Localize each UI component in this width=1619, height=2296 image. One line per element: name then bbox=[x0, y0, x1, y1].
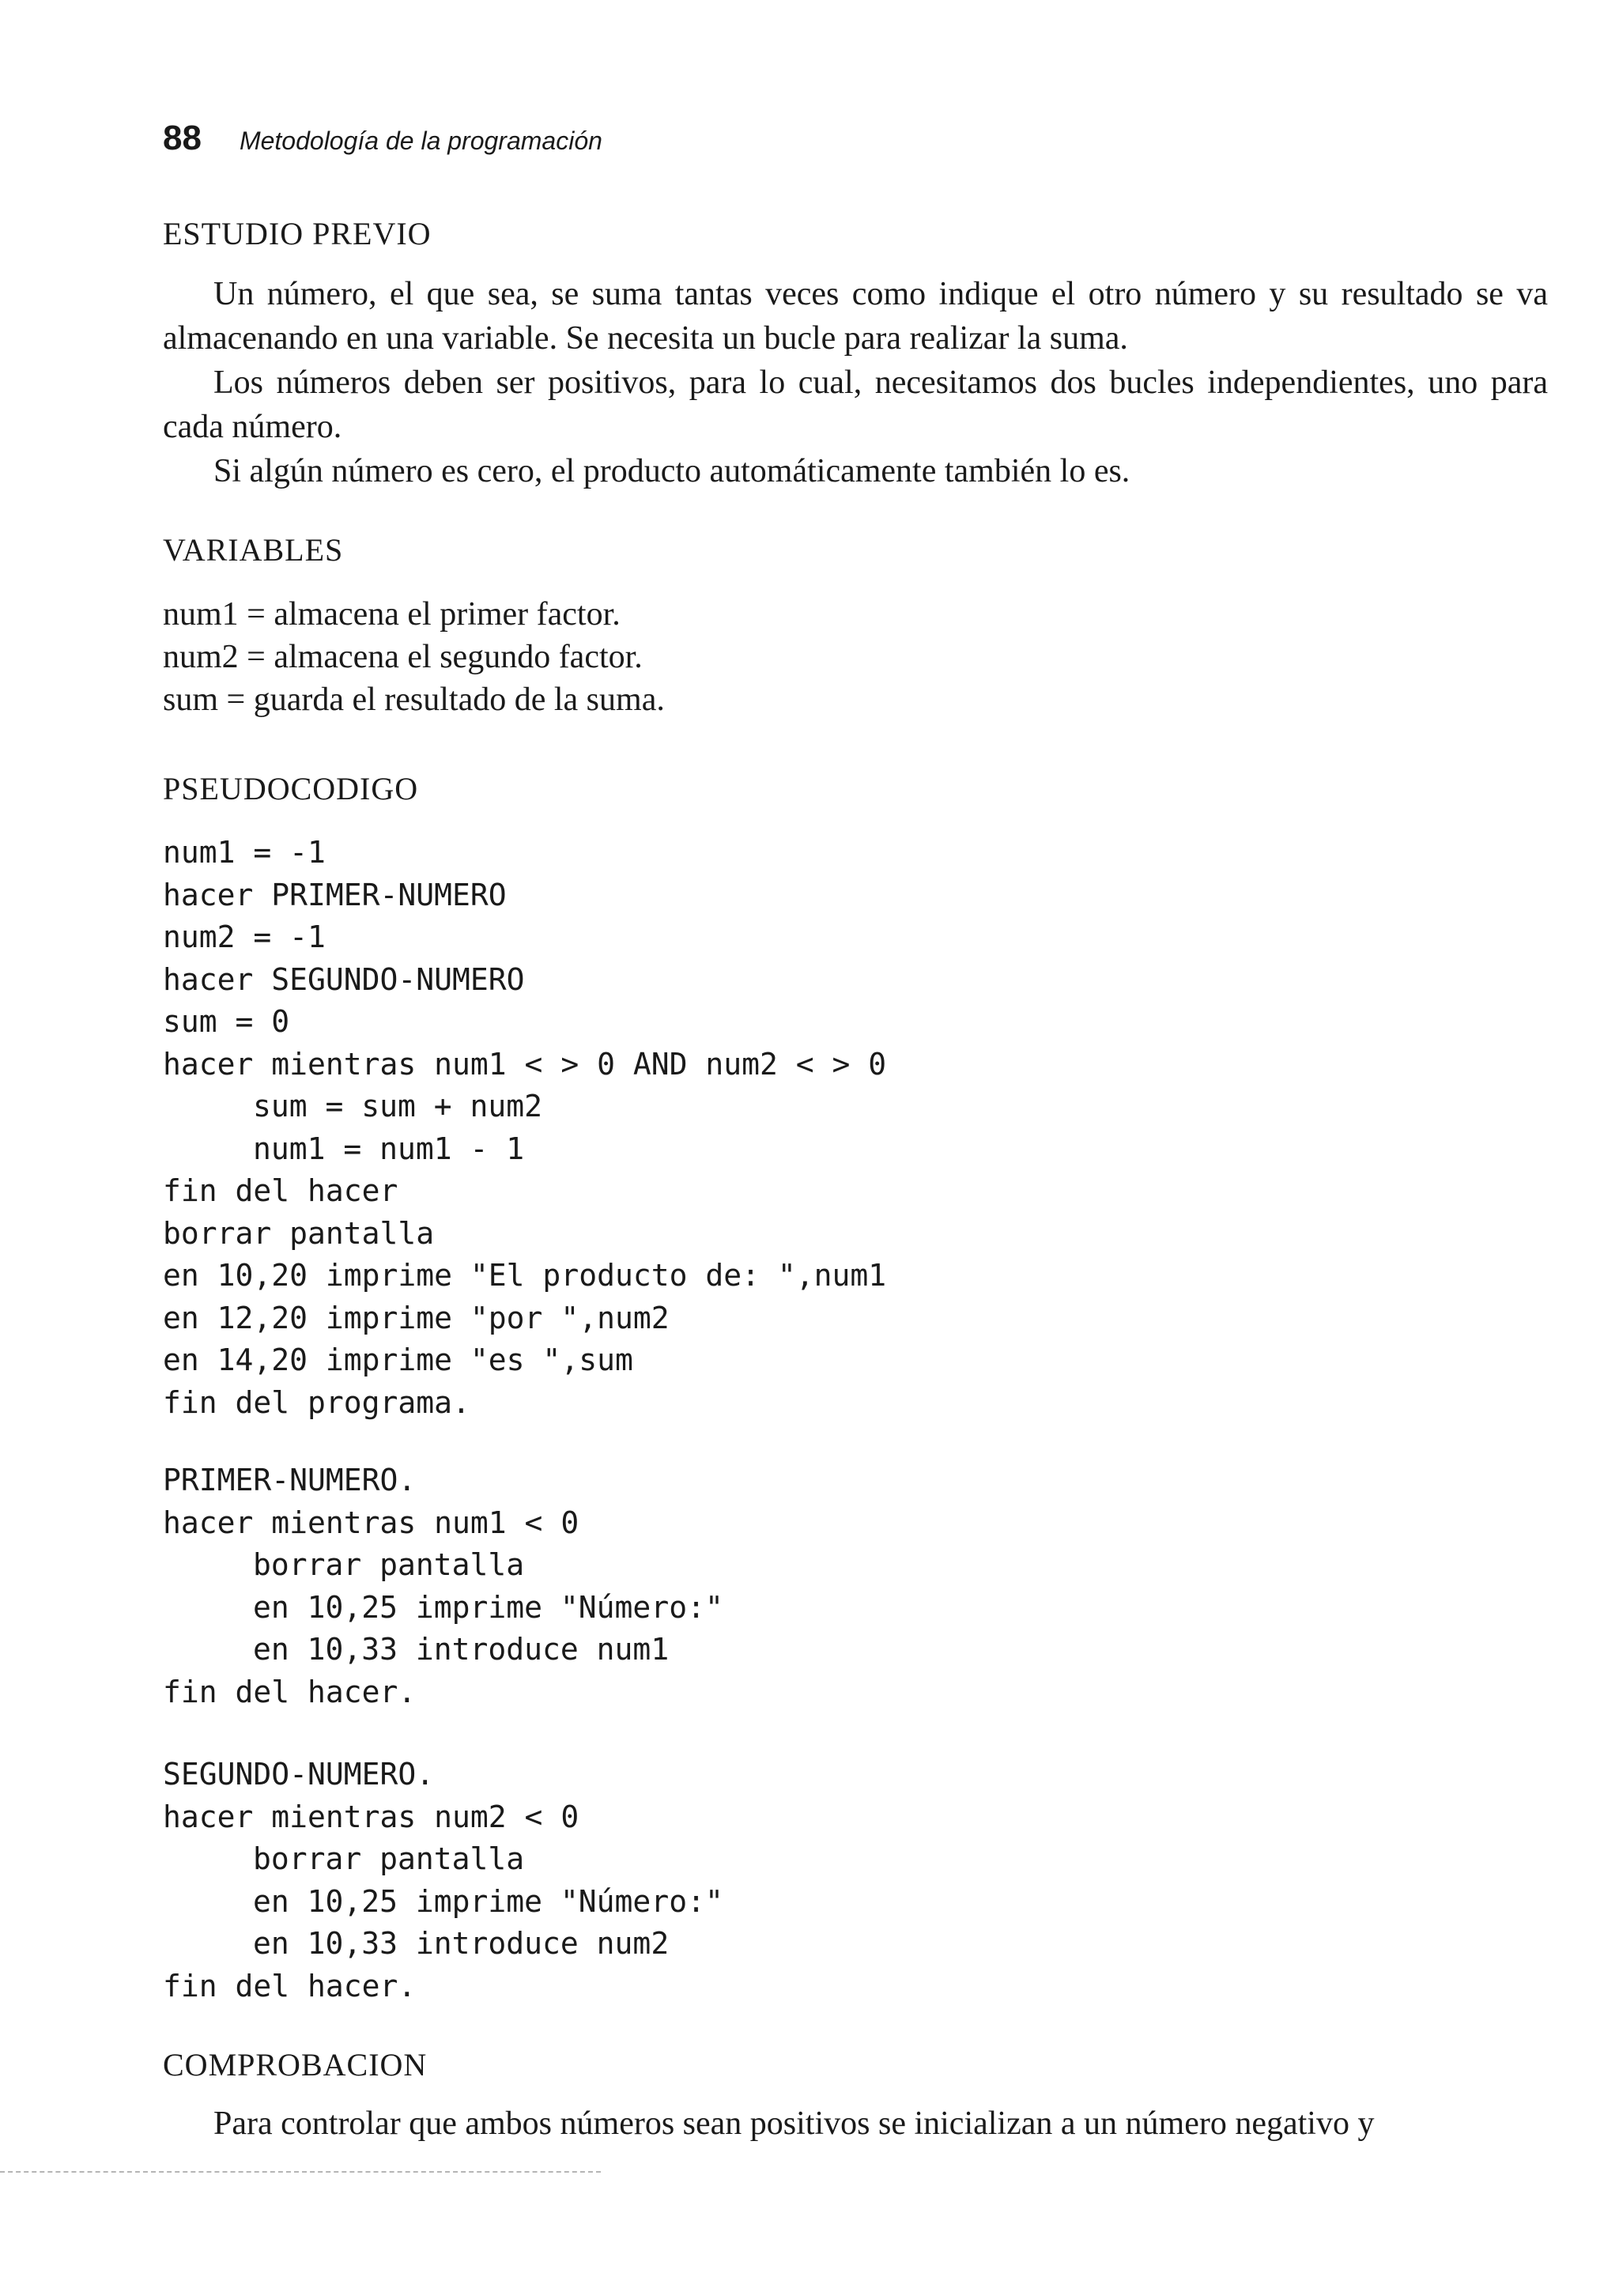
code-line: sum = sum + num2 bbox=[253, 1089, 543, 1123]
page-header bbox=[163, 119, 602, 158]
comprobacion-paragraph: Para controlar que ambos números sean positivos se inicializan a un número negativo y bbox=[213, 2105, 1375, 2142]
code-line: hacer mientras num1 < > 0 AND num2 < > 0 bbox=[163, 1046, 887, 1082]
code-line: num1 = num1 - 1 bbox=[253, 1131, 525, 1166]
code-line: SEGUNDO-NUMERO. bbox=[163, 1757, 435, 1792]
code-line: num1 = -1 bbox=[163, 835, 326, 870]
code-line: fin del hacer bbox=[163, 1173, 398, 1208]
variable-sum: sum = guarda el resultado de la suma. bbox=[163, 682, 665, 718]
code-line: en 10,20 imprime "El producto de: ",num1 bbox=[163, 1258, 887, 1293]
code-line: en 10,33 introduce num1 bbox=[253, 1632, 670, 1667]
estudio-previo-text bbox=[163, 272, 1548, 493]
pseudocode-main bbox=[163, 832, 886, 1424]
heading-variables: VARIABLES bbox=[163, 532, 344, 568]
code-line: borrar pantalla bbox=[163, 1215, 435, 1251]
heading-pseudocodigo: PSEUDOCODIGO bbox=[163, 771, 419, 806]
variable-num1: num1 = almacena el primer factor. bbox=[163, 596, 621, 633]
code-line: hacer PRIMER-NUMERO bbox=[163, 877, 507, 912]
code-line: hacer mientras num2 < 0 bbox=[163, 1799, 579, 1834]
page-number: 88 bbox=[163, 119, 202, 157]
code-line: en 10,25 imprime "Número:" bbox=[253, 1883, 723, 1919]
page-bottom-rule bbox=[0, 2171, 601, 2173]
running-title: Metodología de la programación bbox=[239, 127, 602, 155]
code-line: fin del hacer. bbox=[163, 1674, 417, 1709]
code-line: borrar pantalla bbox=[253, 1841, 525, 1876]
pseudocode-segundo-numero bbox=[163, 1754, 723, 2007]
estudio-previo-paragraph-2: Los números deben ser positivos, para lo cual, necesitamos dos bucles independientes, uno para cada número. bbox=[163, 364, 1548, 445]
heading-comprobacion: COMPROBACION bbox=[163, 2047, 428, 2083]
pseudocode-primer-numero bbox=[163, 1460, 723, 1713]
code-line: sum = 0 bbox=[163, 1004, 290, 1039]
comprobacion-text bbox=[163, 2102, 1548, 2146]
estudio-previo-paragraph-1: Un número, el que sea, se suma tantas veces como indique el otro número y su resultado se va almacenando en una variable. Se necesita un bucle para realizar la suma. bbox=[163, 276, 1548, 357]
code-line: PRIMER-NUMERO. bbox=[163, 1463, 417, 1497]
variables-list bbox=[163, 593, 665, 721]
code-line: hacer SEGUNDO-NUMERO bbox=[163, 961, 525, 997]
code-line: fin del programa. bbox=[163, 1384, 470, 1420]
code-line: en 10,33 introduce num2 bbox=[253, 1926, 670, 1961]
code-line: fin del hacer. bbox=[163, 1968, 417, 2003]
code-line: en 10,25 imprime "Número:" bbox=[253, 1589, 723, 1625]
variable-num2: num2 = almacena el segundo factor. bbox=[163, 639, 643, 675]
heading-estudio-previo: ESTUDIO PREVIO bbox=[163, 216, 432, 251]
estudio-previo-paragraph-3: Si algún número es cero, el producto automáticamente también lo es. bbox=[213, 453, 1130, 489]
code-line: hacer mientras num1 < 0 bbox=[163, 1505, 579, 1540]
code-line: num2 = -1 bbox=[163, 920, 326, 954]
code-line: en 14,20 imprime "es ",sum bbox=[163, 1342, 633, 1377]
code-line: borrar pantalla bbox=[253, 1547, 525, 1582]
code-line: en 12,20 imprime "por ",num2 bbox=[163, 1300, 670, 1335]
